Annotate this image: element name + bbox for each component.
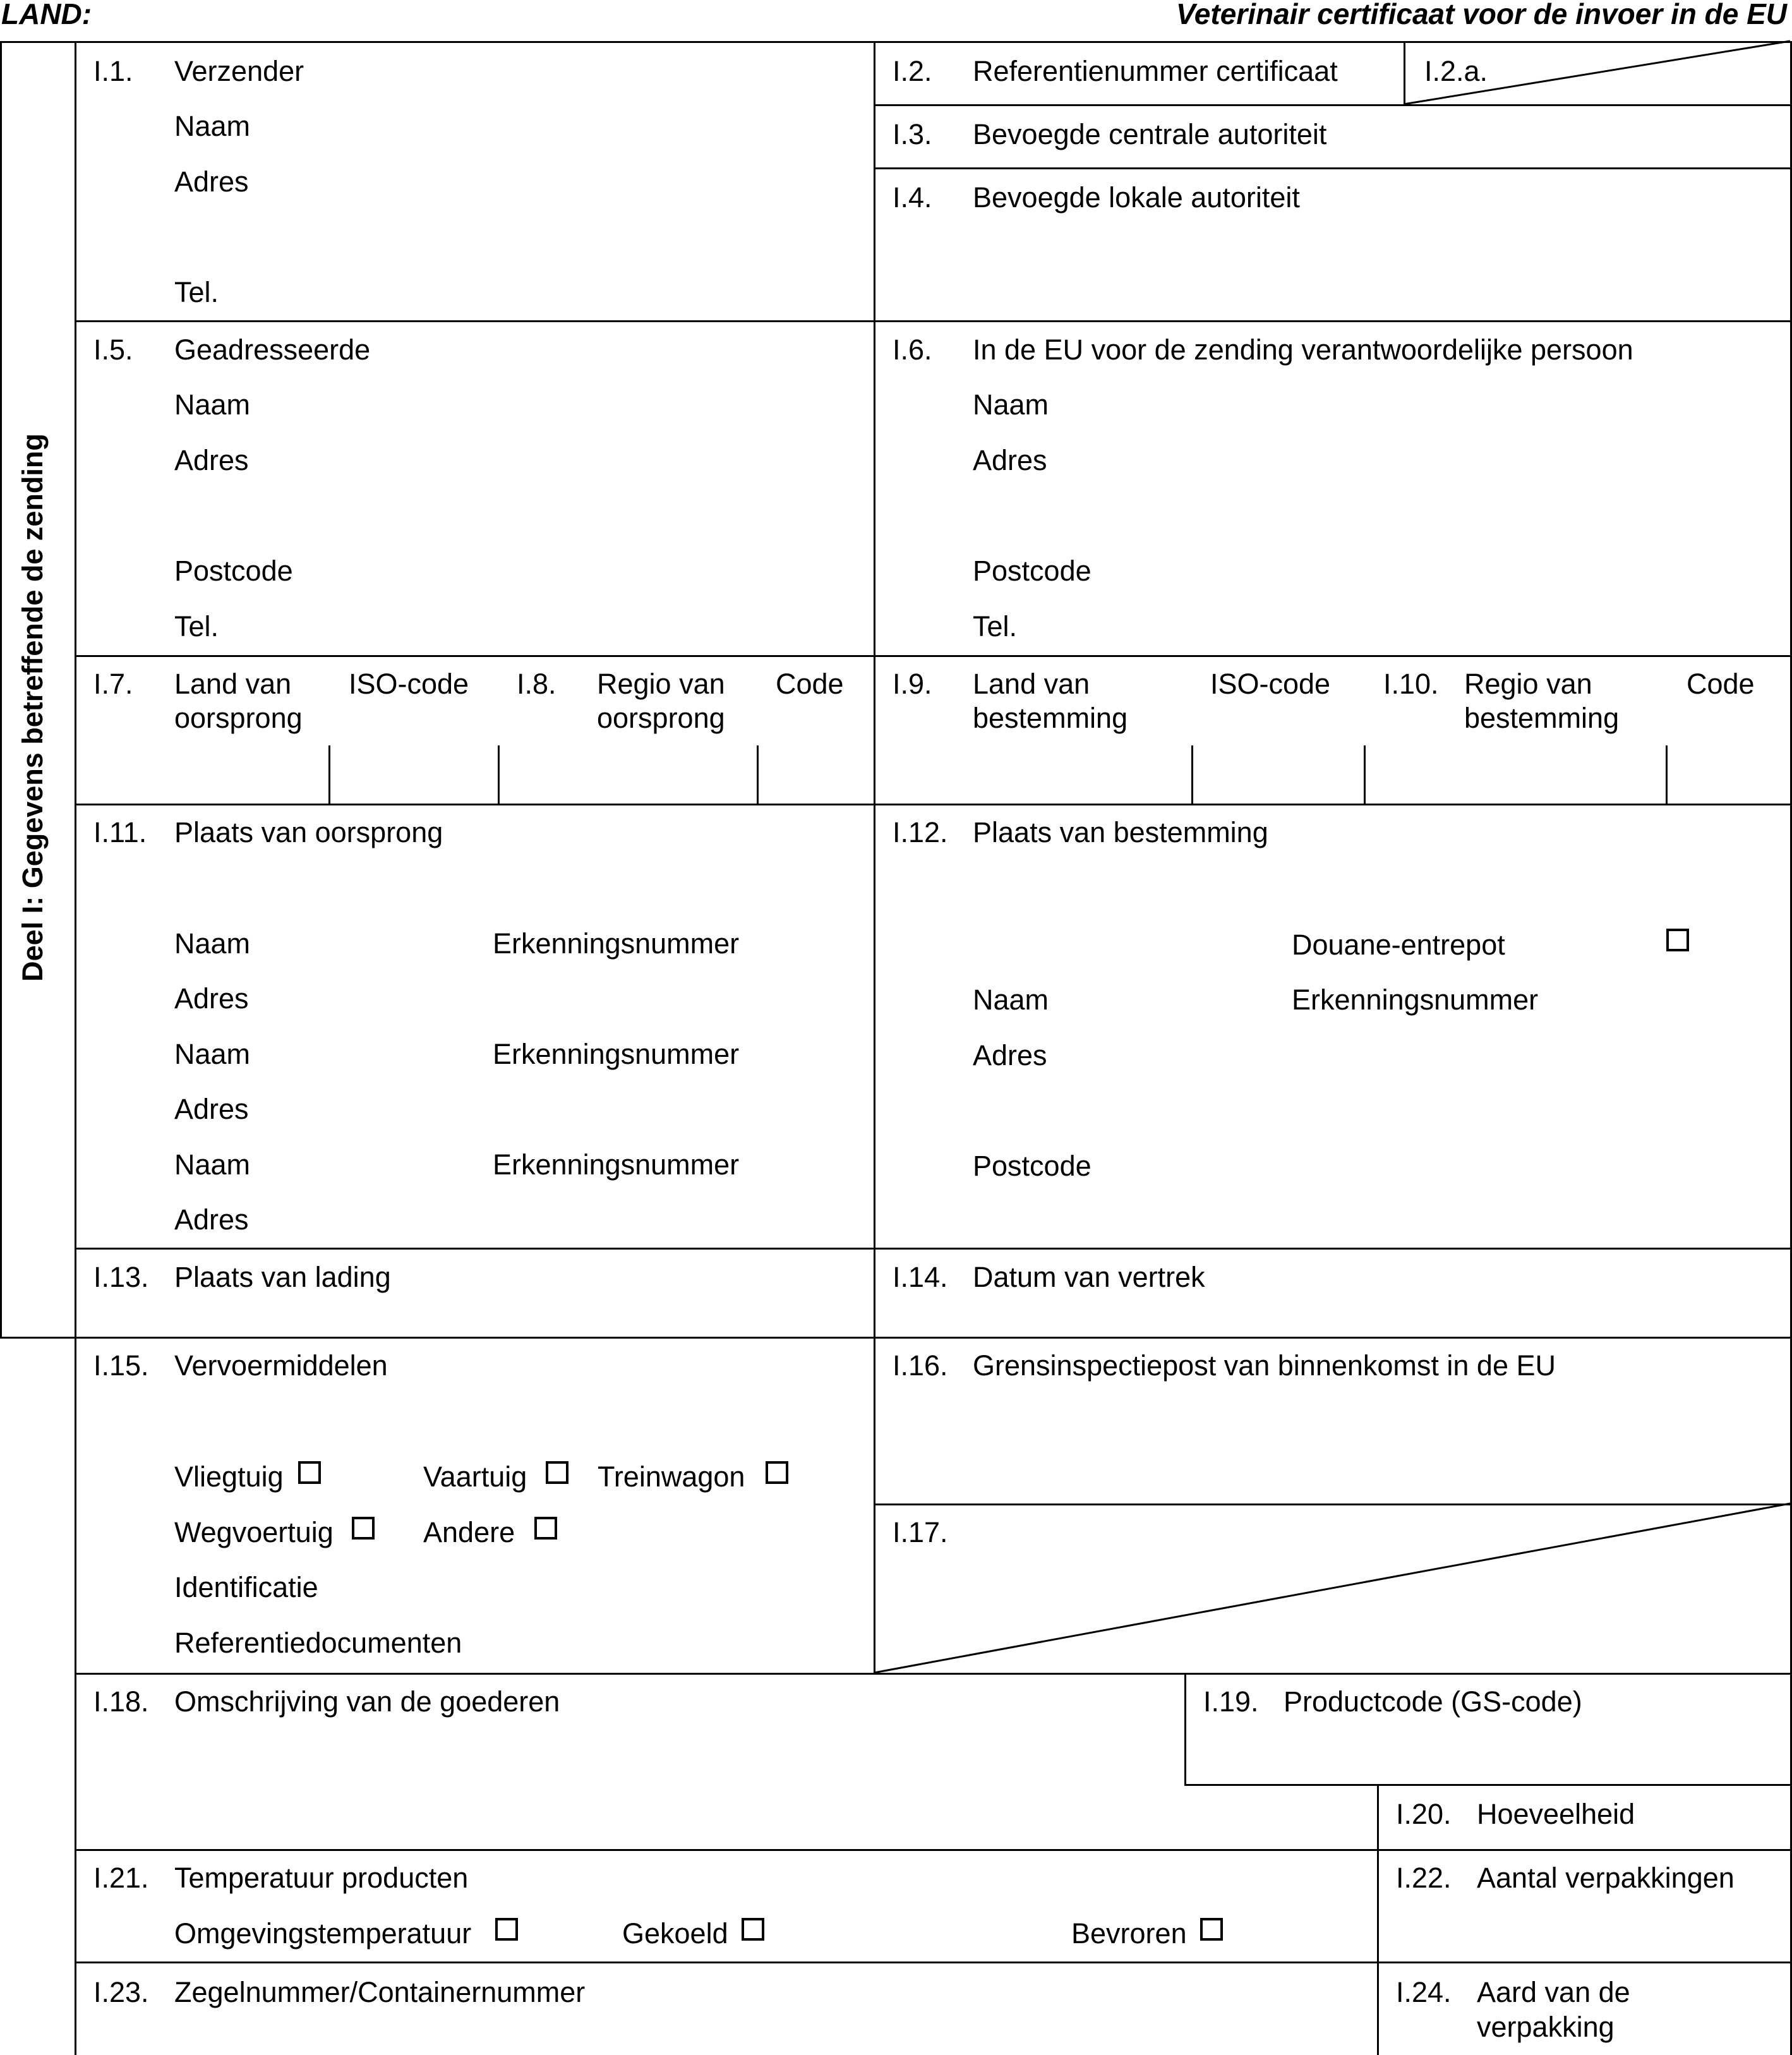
i11-row2-adres: Adres <box>174 1093 249 1125</box>
i11-row3-adres: Adres <box>174 1203 249 1236</box>
i12-postcode: Postcode <box>973 1150 1091 1182</box>
i10-number: I.10. <box>1383 668 1439 700</box>
i12-erkenningsnummer: Erkenningsnummer <box>1292 984 1539 1016</box>
andere-checkbox[interactable] <box>534 1517 557 1540</box>
i6-number: I.6. <box>893 334 932 366</box>
i1-naam: Naam <box>174 110 251 142</box>
i21-number: I.21. <box>93 1862 149 1894</box>
i11-row1-naam: Naam <box>174 927 251 960</box>
i5-number: I.5. <box>93 334 133 366</box>
i21-omgevingstemperatuur: Omgevingstemperatuur <box>174 1917 472 1950</box>
land-label: LAND: <box>1 0 92 30</box>
i15-referentiedocumenten: Referentiedocumenten <box>174 1627 462 1659</box>
i20-label: Hoeveelheid <box>1477 1798 1635 1830</box>
i15-number: I.15. <box>93 1349 149 1382</box>
i12-naam: Naam <box>973 984 1049 1016</box>
i10-code: Code <box>1687 668 1755 700</box>
i2-number: I.2. <box>893 55 932 87</box>
i11-row1-adres: Adres <box>174 982 249 1015</box>
i5-tel: Tel. <box>174 610 219 642</box>
i18-number: I.18. <box>93 1685 149 1718</box>
i9-label-line2: bestemming <box>973 702 1128 734</box>
i22-number: I.22. <box>1396 1862 1452 1894</box>
i15-wegvoertuig: Wegvoertuig <box>174 1516 334 1548</box>
i6-naam: Naam <box>973 389 1049 421</box>
i1-adres: Adres <box>174 166 249 198</box>
i5-naam: Naam <box>174 389 251 421</box>
i7-iso-code: ISO-code <box>349 668 469 700</box>
i8-code: Code <box>776 668 844 700</box>
i20-number: I.20. <box>1396 1798 1452 1830</box>
i18-label: Omschrijving van de goederen <box>174 1685 560 1718</box>
certificate-title: Veterinair certificaat voor de invoer in de EU <box>1176 0 1787 30</box>
i9-label-line1: Land van <box>973 668 1090 700</box>
vaartuig-checkbox[interactable] <box>546 1461 568 1484</box>
i24-label-line2: verpakking <box>1477 2011 1615 2043</box>
i24-number: I.24. <box>1396 1976 1452 2008</box>
i11-row3-erkenningsnummer: Erkenningsnummer <box>493 1148 740 1181</box>
i10-label-line1: Regio van <box>1464 668 1592 700</box>
i3-label: Bevoegde centrale autoriteit <box>973 118 1327 150</box>
i8-number: I.8. <box>517 668 556 700</box>
bevroren-checkbox[interactable] <box>1200 1918 1223 1941</box>
i11-row1-erkenningsnummer: Erkenningsnummer <box>493 927 740 960</box>
i11-label: Plaats van oorsprong <box>174 816 443 848</box>
i1-tel: Tel. <box>174 276 219 308</box>
i14-number: I.14. <box>893 1261 948 1293</box>
i14-label: Datum van vertrek <box>973 1261 1205 1293</box>
i2a-number: I.2.a. <box>1424 55 1488 87</box>
i1-label: Verzender <box>174 55 304 87</box>
i15-treinwagon: Treinwagon <box>598 1461 745 1493</box>
i12-label: Plaats van bestemming <box>973 816 1268 848</box>
i5-label: Geadresseerde <box>174 334 371 366</box>
i12-douane-entrepot: Douane-entrepot <box>1292 929 1505 961</box>
i15-vaartuig: Vaartuig <box>423 1461 527 1493</box>
i21-gekoeld: Gekoeld <box>622 1917 728 1950</box>
i21-label: Temperatuur producten <box>174 1862 469 1894</box>
i11-row2-erkenningsnummer: Erkenningsnummer <box>493 1038 740 1070</box>
i16-label: Grensinspectiepost van binnenkomst in de EU <box>973 1349 1556 1382</box>
wegvoertuig-checkbox[interactable] <box>352 1517 375 1540</box>
omgevingstemperatuur-checkbox[interactable] <box>495 1918 518 1941</box>
treinwagon-checkbox[interactable] <box>766 1461 788 1484</box>
i6-postcode: Postcode <box>973 555 1091 587</box>
i6-tel: Tel. <box>973 610 1018 642</box>
i21-bevroren: Bevroren <box>1071 1917 1187 1950</box>
i15-vliegtuig: Vliegtuig <box>174 1461 284 1493</box>
i15-label: Vervoermiddelen <box>174 1349 388 1382</box>
i24-label-line1: Aard van de <box>1477 1976 1630 2008</box>
i15-andere: Andere <box>423 1516 515 1548</box>
certificate-form: LAND: Veterinair certificaat voor de invoer in de EU Deel I: Gegevens betreffende de zending I.1. Verzender Naam Adres Tel. I.2. Referentienummer certificaat I.2.a. I.3. Bevoegde centrale autoriteit I.4. Bevoegde lokale autoriteit I.5. Geadresseerde Naam Adres Postcode Tel. I.6. In de EU voor de zending verantwoordelijke persoon Naam Adres Postcode Tel. I.7. Land van oorsprong ISO-code I.8. Regio van oorsprong Code I.9. Land van bestemming ISO-code I.10. Regio van bestemming Code I.11. Plaats van oorsprong Naam Erkenningsnummer Adres Naam Erkenningsnummer Adres Naam Erkenningsnummer Adres I.12. Plaats van bestemming Douane-entrepot Naam Erkenningsnummer Adres Postcode I.13. Plaats van lading I.14. Datum van vertrek I.15. Vervoermiddelen Vliegtuig Vaartuig Treinwagon Wegvoertuig Andere Identificatie Referentiedocumenten I.16. Grensinspectiepost van binnenkomst in de EU I.17. I.18. Omschrijving van de goederen I.19. Productcode (GS-code) I.20. Hoeveelheid I.21. Temperatuur producten Omgevingstemperatuur Gekoeld Bevroren I.22. Aantal verpakkingen I.23. Zegelnummer/Containernummer I.24. Aard van de verpakking <box>0 0 1792 2055</box>
i17-number: I.17. <box>893 1516 948 1548</box>
i9-number: I.9. <box>893 668 932 700</box>
i9-iso-code: ISO-code <box>1210 668 1331 700</box>
i23-number: I.23. <box>93 1976 149 2008</box>
douane-entrepot-checkbox[interactable] <box>1666 929 1689 951</box>
i1-number: I.1. <box>93 55 133 87</box>
i19-number: I.19. <box>1203 1685 1259 1718</box>
i11-row2-naam: Naam <box>174 1038 251 1070</box>
i3-number: I.3. <box>893 118 932 150</box>
i22-label: Aantal verpakkingen <box>1477 1862 1735 1894</box>
i7-label-line2: oorsprong <box>174 702 303 734</box>
i6-adres: Adres <box>973 444 1047 476</box>
i12-number: I.12. <box>893 816 948 848</box>
gekoeld-checkbox[interactable] <box>742 1918 764 1941</box>
i5-adres: Adres <box>174 444 249 476</box>
i8-label-line1: Regio van <box>597 668 725 700</box>
i16-number: I.16. <box>893 1349 948 1382</box>
i11-number: I.11. <box>93 816 147 848</box>
i6-label: In de EU voor de zending verantwoordelijke persoon <box>973 334 1633 366</box>
i4-number: I.4. <box>893 181 932 214</box>
i13-label: Plaats van lading <box>174 1261 391 1293</box>
i19-label: Productcode (GS-code) <box>1284 1685 1582 1718</box>
i8-label-line2: oorsprong <box>597 702 725 734</box>
i7-number: I.7. <box>93 668 133 700</box>
i5-postcode: Postcode <box>174 555 293 587</box>
i23-label: Zegelnummer/Containernummer <box>174 1976 586 2008</box>
i10-label-line2: bestemming <box>1464 702 1620 734</box>
i15-identificatie: Identificatie <box>174 1571 318 1603</box>
i2-label: Referentienummer certificaat <box>973 55 1338 87</box>
i13-number: I.13. <box>93 1261 149 1293</box>
i11-row3-naam: Naam <box>174 1148 251 1181</box>
i4-label: Bevoegde lokale autoriteit <box>973 181 1300 214</box>
vliegtuig-checkbox[interactable] <box>298 1461 321 1484</box>
i12-adres: Adres <box>973 1039 1047 1071</box>
i7-label-line1: Land van <box>174 668 292 700</box>
